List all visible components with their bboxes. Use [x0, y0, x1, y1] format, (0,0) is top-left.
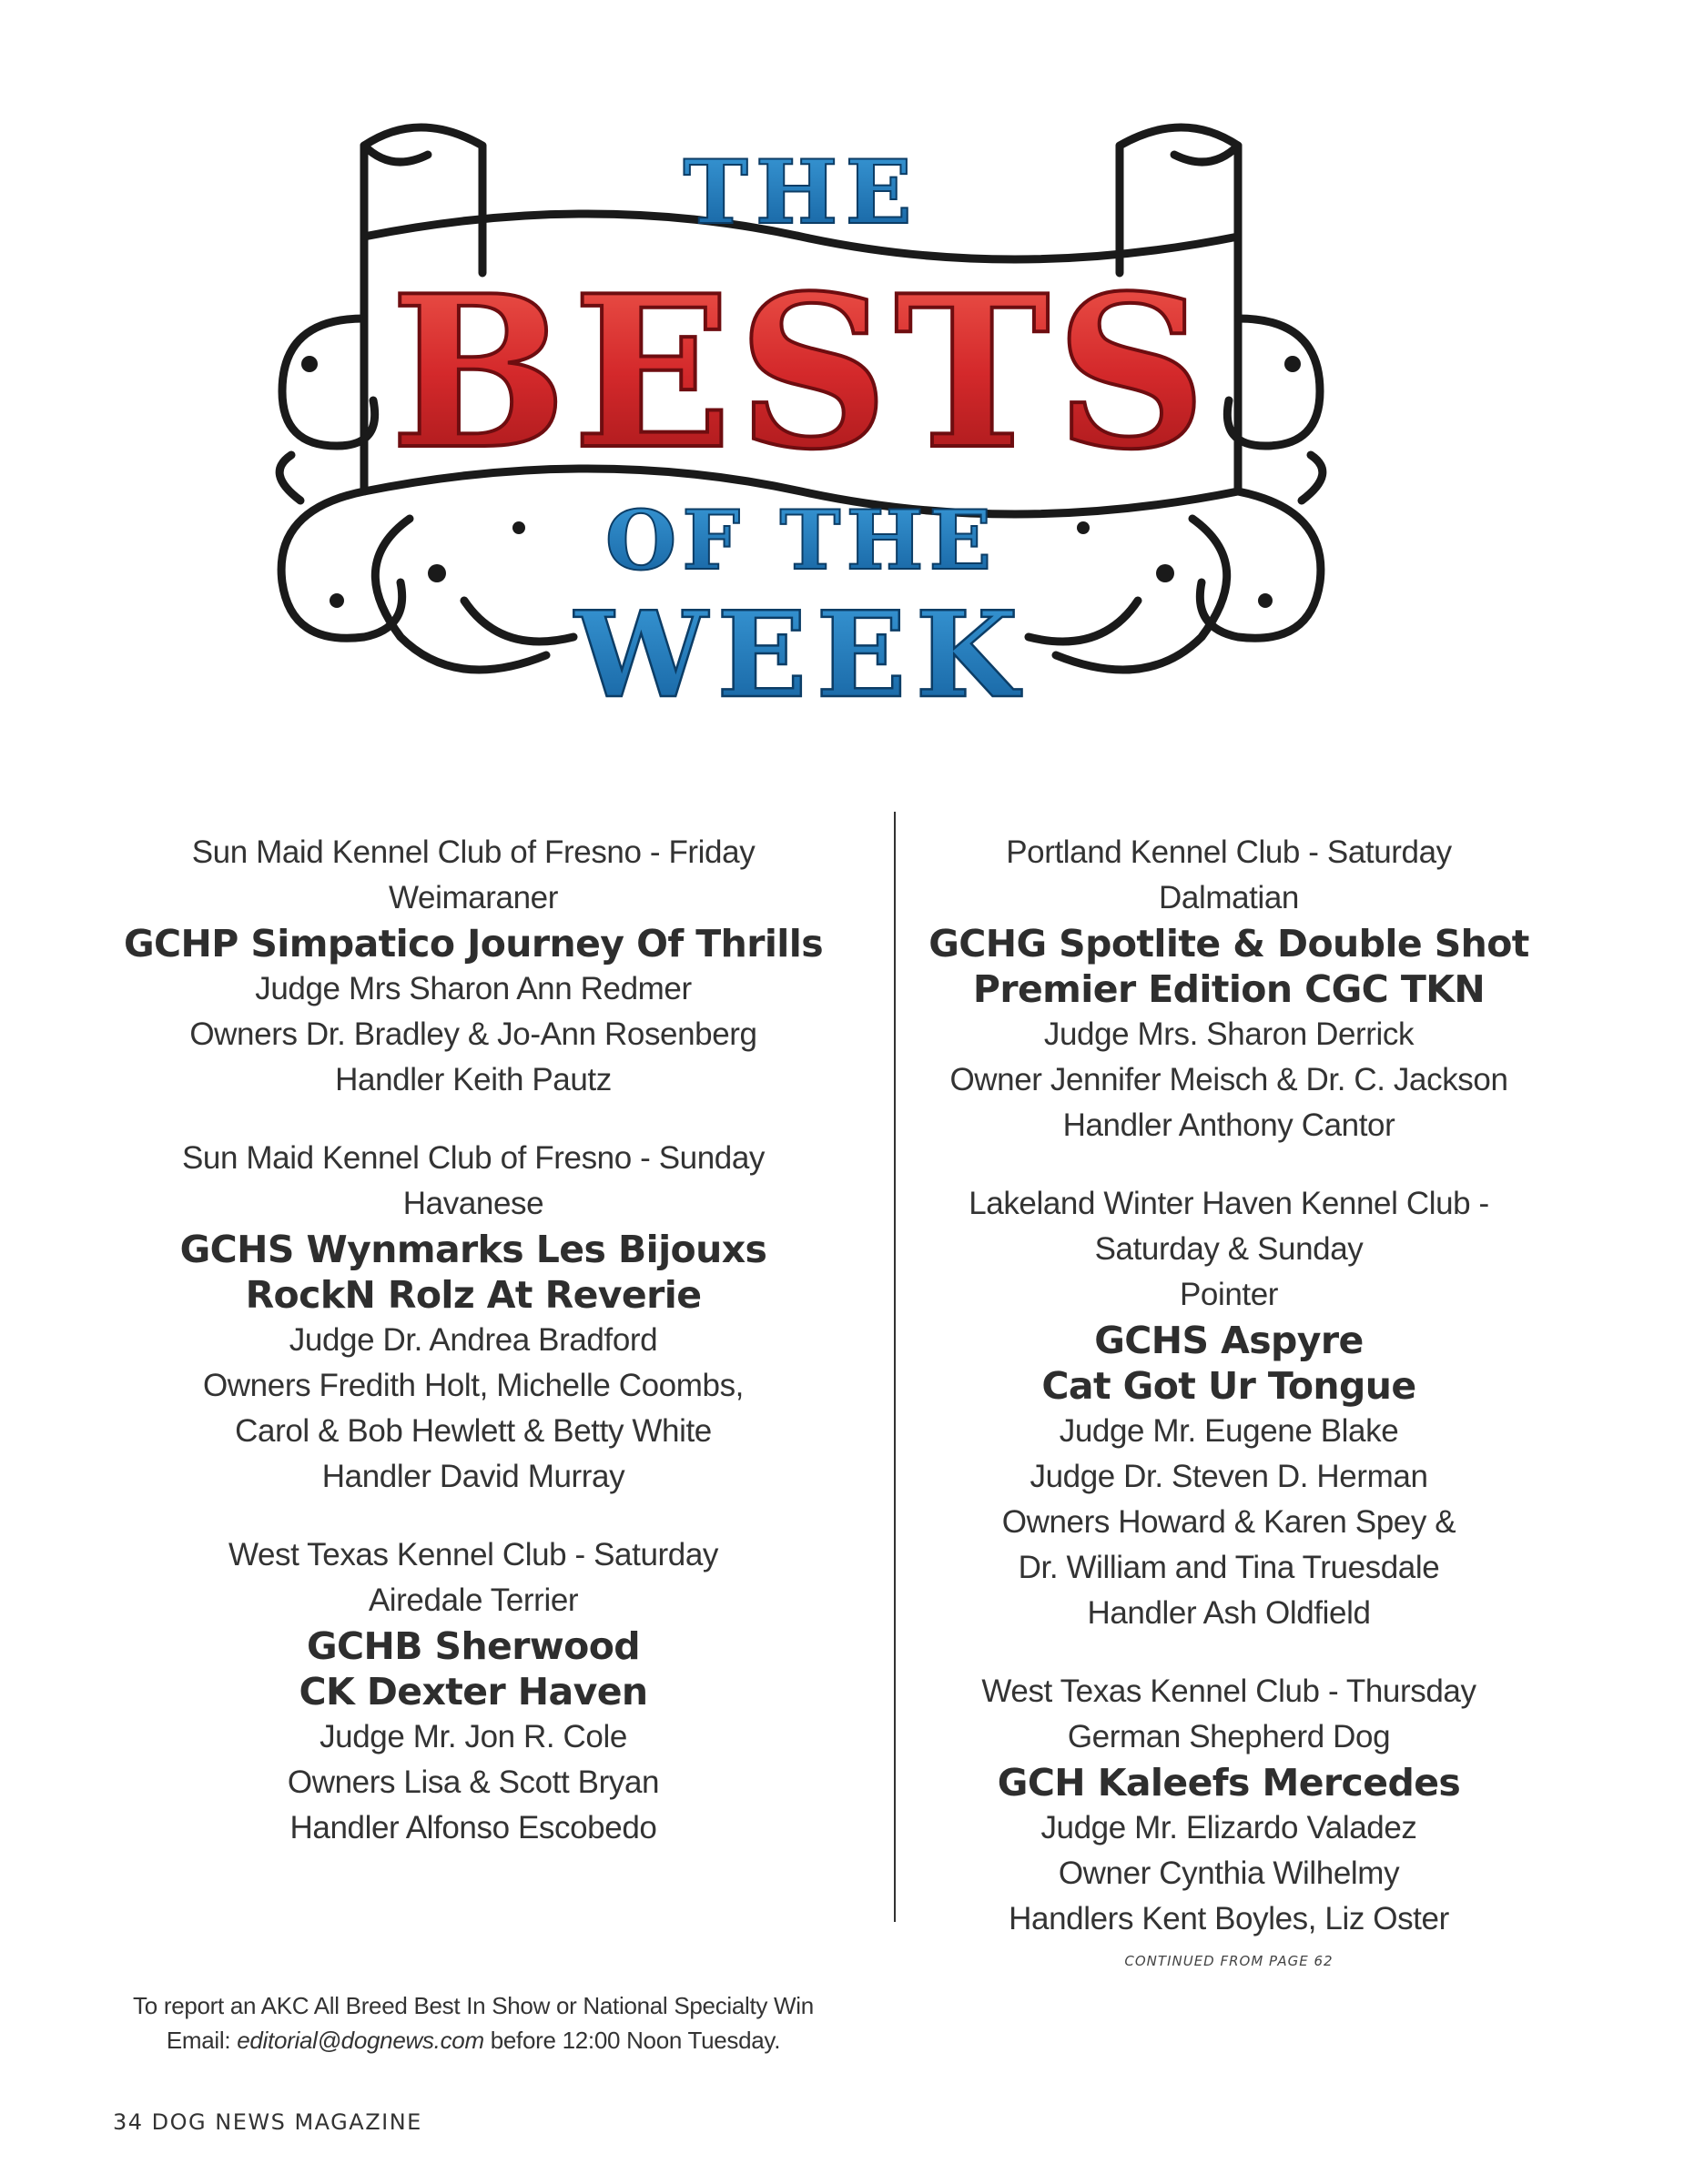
judge: Judge Dr. Andrea Bradford — [289, 1322, 658, 1358]
continued-note: CONTINUED FROM PAGE 62 — [1124, 1953, 1334, 1969]
report-email-line — [100, 2023, 847, 2058]
judge: Judge Dr. Steven D. Herman — [1030, 1459, 1428, 1494]
club-name: West Texas Kennel Club - Thursday — [981, 1673, 1476, 1709]
club-name: Portland Kennel Club - Saturday — [1006, 834, 1452, 870]
owners: Owners Fredith Holt, Michelle Coombs, — [202, 1368, 744, 1403]
owners: Owners Dr. Bradley & Jo-Ann Rosenberg — [189, 1016, 757, 1052]
report-instructions — [100, 1988, 847, 2058]
handler: Handler Anthony Cantor — [1062, 1107, 1395, 1143]
dog-name: Cat Got Ur Tongue — [1041, 1364, 1416, 1408]
dog-name: GCH Kaleefs Mercedes — [997, 1761, 1461, 1805]
judge: Judge Mrs Sharon Ann Redmer — [255, 971, 692, 1006]
logo-the: THE — [683, 141, 919, 244]
page-footer: 34 DOG NEWS MAGAZINE — [113, 2109, 422, 2135]
breed: Pointer — [1179, 1277, 1279, 1312]
left-column — [100, 830, 847, 1884]
club-name: Sun Maid Kennel Club of Fresno - Sunday — [181, 1140, 766, 1176]
handler: Handler Ash Oldfield — [1087, 1595, 1371, 1631]
breed: Airedale Terrier — [368, 1582, 579, 1618]
dog-name: GCHP Simpatico Journey Of Thrills — [123, 922, 824, 966]
judge: Judge Mr. Jon R. Cole — [320, 1719, 627, 1754]
right-column — [856, 830, 1602, 1975]
dog-name: RockN Rolz At Reverie — [245, 1273, 702, 1317]
club-name: Sun Maid Kennel Club of Fresno - Friday — [191, 834, 756, 870]
club-name: West Texas Kennel Club - Saturday — [228, 1537, 719, 1572]
handler: Handler Keith Pautz — [335, 1062, 612, 1097]
email-label: Email: — [166, 2027, 238, 2054]
dog-name: CK Dexter Haven — [299, 1670, 648, 1714]
dog-name: GCHS Wynmarks Les Bijouxs — [179, 1228, 767, 1271]
handler: Handler Alfonso Escobedo — [289, 1810, 657, 1845]
bests-of-the-week-logo — [246, 91, 1356, 746]
club-name: Saturday & Sunday — [1094, 1231, 1364, 1267]
breed: Dalmatian — [1159, 880, 1299, 915]
logo-week: WEEK — [574, 585, 1028, 724]
owners: Owners Lisa & Scott Bryan — [287, 1764, 660, 1800]
owners: Dr. William and Tina Truesdale — [1018, 1550, 1440, 1585]
win-entry — [100, 1136, 847, 1500]
breed: Weimaraner — [389, 880, 558, 915]
judge: Judge Mr. Eugene Blake — [1059, 1413, 1399, 1449]
handler: Handlers Kent Boyles, Liz Oster — [1009, 1901, 1449, 1936]
handler: Handler David Murray — [321, 1459, 625, 1494]
win-entry — [100, 1532, 847, 1851]
email-link[interactable]: editorial@dognews.com — [237, 2027, 484, 2054]
judge: Judge Mr. Elizardo Valadez — [1040, 1810, 1417, 1845]
owners: Owner Cynthia Wilhelmy — [1058, 1855, 1400, 1891]
owners: Owners Howard & Karen Spey & — [1001, 1504, 1456, 1540]
logo-bests: BESTS — [390, 250, 1212, 496]
win-entry — [856, 1669, 1602, 1942]
breed: Havanese — [402, 1186, 544, 1221]
club-name: Lakeland Winter Haven Kennel Club - — [969, 1186, 1489, 1221]
report-line: To report an AKC All Breed Best In Show or National Specialty Win — [133, 1992, 814, 2019]
dog-name: GCHB Sherwood — [306, 1624, 641, 1668]
dog-name: Premier Edition CGC TKN — [972, 967, 1486, 1011]
dog-name: GCHG Spotlite & Double Shot — [928, 922, 1529, 966]
owners: Owner Jennifer Meisch & Dr. C. Jackson — [949, 1062, 1508, 1097]
dog-name: GCHS Aspyre — [1094, 1319, 1364, 1362]
logo-of-the: OF THE — [604, 492, 998, 589]
judge: Judge Mrs. Sharon Derrick — [1043, 1016, 1415, 1052]
breed: German Shepherd Dog — [1067, 1719, 1391, 1754]
deadline: before 12:00 Noon Tuesday. — [483, 2027, 781, 2054]
win-entry — [856, 830, 1602, 1148]
win-entry — [856, 1181, 1602, 1636]
win-entry — [100, 830, 847, 1103]
owners: Carol & Bob Hewlett & Betty White — [235, 1413, 712, 1449]
